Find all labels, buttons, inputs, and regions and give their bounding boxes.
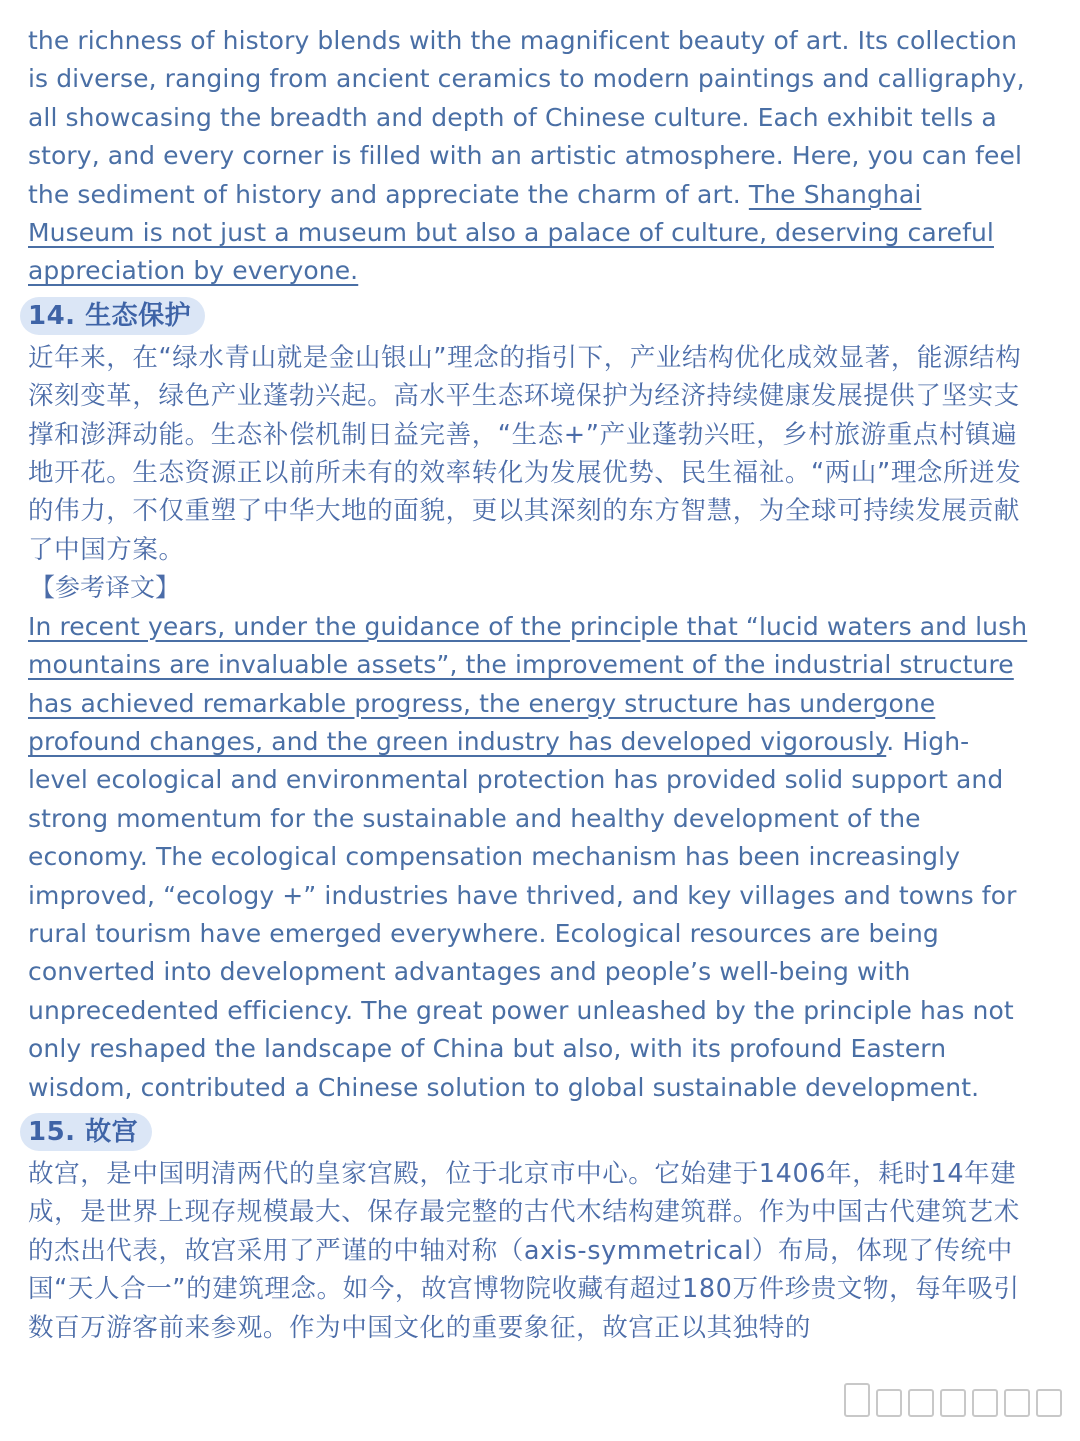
section-15-heading: 15. 故宫 — [20, 1113, 152, 1151]
section-15-chinese-text: 故宫，是中国明清两代的皇家宫殿，位于北京市中心。它始建于1406年，耗时14年建成，是世界上现存规模最大、保存最完整的古代木结构建筑群。作为中国古代建筑艺术的杰出代表，故宫采用了严谨的中轴对称（axis-symmetrical）布局，体现了传统中国“天人合一”的建筑理念。如今，故宫博物院收藏有超过180万件珍贵文物，每年吸引数百万游客前来参观。作为中国文化的重要象征，故宫正以其独特的 — [28, 1158, 1020, 1343]
section-13-translation — [28, 22, 1028, 291]
section-14-chinese-text: 近年来，在“绿水青山就是金山银山”理念的指引下，产业结构优化成效显著，能源结构深刻变革，绿色产业蓬勃兴起。高水平生态环境保护为经济持续健康发展提供了坚实支撑和澎湃动能。生态补偿机制日益完善，“生态+”产业蓬勃兴旺，乡村旅游重点村镇遍地开花。生态资源正以前所未有的效率转化为发展优势、民生福祉。“两山”理念所迸发的伟力，不仅重塑了中华大地的面貌，更以其深刻的东方智慧，为全球可持续发展贡献了中国方案。 — [28, 342, 1022, 565]
section-14-translation-rest: . High-level ecological and environmental protection has provided solid support and strong momentum for the sustainable and healthy development of the economy. The ecological compensation mechanism has been increasingly improved, “ecology +” industries have thrived, and key villages and towns for rural tourism have emerged everywhere. Ecological resources are being converted into development advantages and people’s well-being with unprecedented efficiency. The great power unleashed by the principle has not only reshaped the landscape of China but also, with its profound Eastern wisdom, contributed a Chinese solution to global sustainable development. — [28, 726, 1017, 1102]
watermark-box-icon — [940, 1389, 966, 1417]
watermark-box-icon — [876, 1389, 902, 1417]
section-14-reference-label: 【参考译文】 — [30, 573, 181, 603]
watermark-box-icon — [1004, 1389, 1030, 1417]
document-page — [28, 22, 1028, 1347]
section-14-underlined-text: In recent years, under the guidance of the principle that “lucid waters and lush mountains are invaluable assets”, the improvement of the industrial structure has achieved remarkable progress, the energy structure has undergone profound changes, and the green industry has developed vigorously — [28, 611, 1028, 756]
watermark-box-icon — [908, 1389, 934, 1417]
watermark-box-icon — [972, 1389, 998, 1417]
section-14-translation — [28, 608, 1028, 1107]
section-13-underlined-text: The Shanghai Museum is not just a museum but also a palace of culture, deserving careful appreciation by everyone. — [28, 179, 994, 286]
watermark-box-icon — [1036, 1389, 1062, 1417]
section-13-plain-text: the richness of history blends with the magnificent beauty of art. Its collection is diverse, ranging from ancient ceramics to modern paintings and calligraphy, all showcasing the breadth and depth of Chinese culture. Each exhibit tells a story, and every corner is filled with an artistic atmosphere. Here, you can feel the sediment of history and appreciate the charm of art. — [28, 26, 1025, 209]
section-14-heading: 14. 生态保护 — [20, 297, 205, 335]
watermark-box-icon — [844, 1383, 870, 1417]
watermark-icons — [844, 1383, 1062, 1417]
